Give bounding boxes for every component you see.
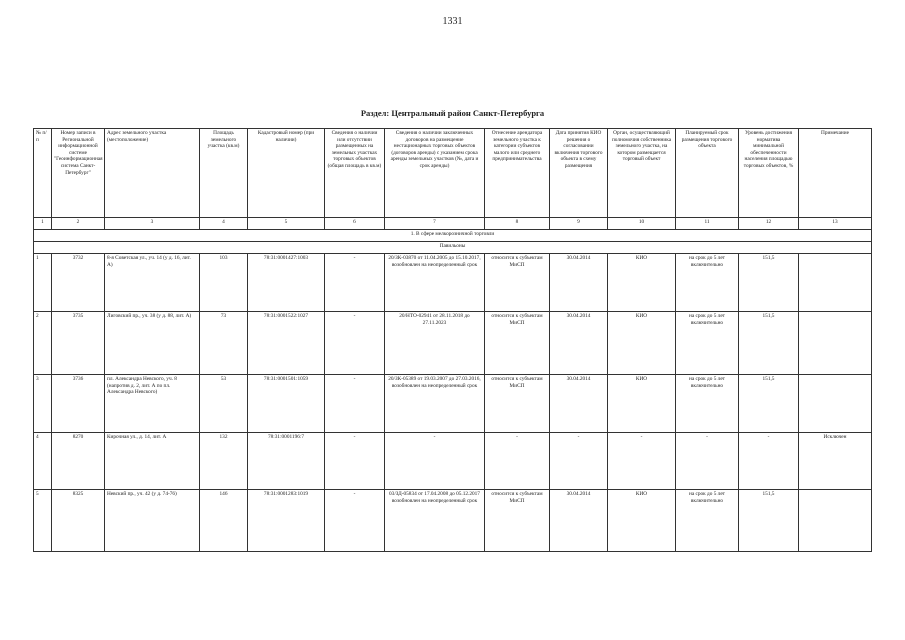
header-cell-sme: Отнесение арендатора земельного участка к категории субъектов малого или среднего предпринимательства bbox=[485, 129, 550, 218]
cell-authority: - bbox=[608, 433, 676, 490]
column-number: 8 bbox=[485, 218, 550, 230]
cell-area: 132 bbox=[200, 433, 248, 490]
cell-level: 151,5 bbox=[739, 375, 799, 433]
cell-term: на срок до 5 лет включительно bbox=[676, 375, 739, 433]
cell-date: 30.04.2014 bbox=[550, 254, 608, 312]
header-cell-number: № п/п bbox=[34, 129, 52, 218]
cell-area: 73 bbox=[200, 312, 248, 375]
column-number: 12 bbox=[739, 218, 799, 230]
cell-contracts: - bbox=[385, 433, 485, 490]
column-number: 10 bbox=[608, 218, 676, 230]
cell-note bbox=[799, 375, 872, 433]
cell-address: Невский пр., уч. 42 (у д. 74-76) bbox=[105, 490, 200, 552]
cell-date: 30.04.2014 bbox=[550, 375, 608, 433]
cell-address: 8-я Советская ул., уч. 14 (у д. 16, лит. А) bbox=[105, 254, 200, 312]
table-row bbox=[34, 375, 872, 433]
header-row bbox=[34, 129, 872, 218]
cell-term: на срок до 5 лет включительно bbox=[676, 490, 739, 552]
header-cell-date: Дата принятия КИО решения о согласовании включения торгового объекта в схему размещения bbox=[550, 129, 608, 218]
column-number: 1 bbox=[34, 218, 52, 230]
cell-address: пл. Александра Невского, уч. 8 (напротив д. 2, лит. А по пл. Александра Невского) bbox=[105, 375, 200, 433]
header-cell-cadastral: Кадастровый номер (при наличии) bbox=[248, 129, 325, 218]
cell-level: - bbox=[739, 433, 799, 490]
header-cell-level: Уровень достижения норматива минимальной обеспеченности населения площадью торговых объектов, % bbox=[739, 129, 799, 218]
cell-note bbox=[799, 254, 872, 312]
cell-sme: относится к субъектам МиСП bbox=[485, 312, 550, 375]
header-cell-address: Адрес земельного участка (местоположение) bbox=[105, 129, 200, 218]
table-row bbox=[34, 254, 872, 312]
column-number: 4 bbox=[200, 218, 248, 230]
column-number: 6 bbox=[325, 218, 385, 230]
cell-record: 3735 bbox=[52, 312, 105, 375]
cell-cadastral: 78:31:0001196:7 bbox=[248, 433, 325, 490]
category-row bbox=[34, 230, 872, 242]
cell-record: 8270 bbox=[52, 433, 105, 490]
cell-term: - bbox=[676, 433, 739, 490]
page-number: 1331 bbox=[442, 16, 463, 27]
cell-contracts: 20/ЗК-03870 от 11.04.2005 до 15.10.2017, возобновлен на неопределенный срок bbox=[385, 254, 485, 312]
cell-note: Исключен bbox=[799, 433, 872, 490]
cell-level: 151,5 bbox=[739, 490, 799, 552]
header-cell-contracts: Сведения о наличии заключенных договоров на размещение нестационарных торговых объектов (договоров аренды) с указанием срока аренды земельных участков (№, дата и срок аренды) bbox=[385, 129, 485, 218]
cell-address: Лиговский пр., уч. 38 (у д. 88, лит. А) bbox=[105, 312, 200, 375]
registry-table bbox=[33, 128, 872, 552]
cell-contracts: 03/ЗД-05834 от 17.04.2008 до 05.12.2017 возобновлен на неопределенный срок bbox=[385, 490, 485, 552]
section-title: Раздел: Центральный район Санкт-Петербурга bbox=[360, 108, 545, 118]
cell-sme: относится к субъектам МиСП bbox=[485, 490, 550, 552]
column-number: 3 bbox=[105, 218, 200, 230]
column-number: 2 bbox=[52, 218, 105, 230]
category-label: 1. В сфере мелкорозничной торговли bbox=[34, 230, 872, 242]
subcategory-label: Павильоны bbox=[34, 242, 872, 254]
cell-objects: - bbox=[325, 490, 385, 552]
table-row bbox=[34, 490, 872, 552]
cell-cadastral: 78:31:0001522:1027 bbox=[248, 312, 325, 375]
cell-level: 151,5 bbox=[739, 312, 799, 375]
column-number: 5 bbox=[248, 218, 325, 230]
cell-sme: - bbox=[485, 433, 550, 490]
cell-authority: КИО bbox=[608, 312, 676, 375]
header-cell-area: Площадь земельного участка (кв.м) bbox=[200, 129, 248, 218]
cell-contracts: 20/НТО-02941 от 28.11.2018 до 27.11.2023 bbox=[385, 312, 485, 375]
header-cell-note: Примечание bbox=[799, 129, 872, 218]
cell-note bbox=[799, 490, 872, 552]
cell-authority: КИО bbox=[608, 490, 676, 552]
header-cell-record: Номер записи в Региональной информационной системе "Геоинформационная система Санкт-Петербург" bbox=[52, 129, 105, 218]
cell-record: 3732 bbox=[52, 254, 105, 312]
cell-authority: КИО bbox=[608, 375, 676, 433]
subcategory-row bbox=[34, 242, 872, 254]
cell-area: 146 bbox=[200, 490, 248, 552]
cell-number: 2 bbox=[34, 312, 52, 375]
cell-term: на срок до 5 лет включительно bbox=[676, 312, 739, 375]
cell-cadastral: 78:31:0001283:1019 bbox=[248, 490, 325, 552]
column-number: 7 bbox=[385, 218, 485, 230]
header-cell-authority: Орган, осуществляющий полномочия собственника земельного участка, на котором размещается торговый объект bbox=[608, 129, 676, 218]
cell-area: 103 bbox=[200, 254, 248, 312]
cell-number: 5 bbox=[34, 490, 52, 552]
cell-contracts: 20/ЗК-05389 от 19.03.2007 до 27.03.2016, возобновлен на неопределенный срок bbox=[385, 375, 485, 433]
column-number: 9 bbox=[550, 218, 608, 230]
cell-level: 151,5 bbox=[739, 254, 799, 312]
cell-objects: - bbox=[325, 433, 385, 490]
cell-cadastral: 78:31:0001501:1059 bbox=[248, 375, 325, 433]
cell-record: 3736 bbox=[52, 375, 105, 433]
cell-sme: относится к субъектам МиСП bbox=[485, 254, 550, 312]
cell-number: 3 bbox=[34, 375, 52, 433]
cell-record: 8325 bbox=[52, 490, 105, 552]
cell-term: на срок до 5 лет включительно bbox=[676, 254, 739, 312]
cell-address: Кирочная ул., д. 14, лит. А bbox=[105, 433, 200, 490]
header-cell-objects: Сведения о наличии или отсутствии размещенных на земельных участках торговых объектов (общая площадь в кв.м) bbox=[325, 129, 385, 218]
cell-number: 1 bbox=[34, 254, 52, 312]
table-row bbox=[34, 433, 872, 490]
cell-sme: относится к субъектам МиСП bbox=[485, 375, 550, 433]
column-number: 13 bbox=[799, 218, 872, 230]
header-cell-term: Планируемый срок размещения торгового объекта bbox=[676, 129, 739, 218]
cell-area: 53 bbox=[200, 375, 248, 433]
cell-objects: - bbox=[325, 375, 385, 433]
cell-objects: - bbox=[325, 254, 385, 312]
cell-authority: КИО bbox=[608, 254, 676, 312]
cell-cadastral: 78:31:0001427:1003 bbox=[248, 254, 325, 312]
cell-number: 4 bbox=[34, 433, 52, 490]
cell-date: 30.04.2014 bbox=[550, 490, 608, 552]
cell-date: 30.04.2014 bbox=[550, 312, 608, 375]
cell-objects: - bbox=[325, 312, 385, 375]
column-number-row bbox=[34, 218, 872, 230]
cell-note bbox=[799, 312, 872, 375]
cell-date: - bbox=[550, 433, 608, 490]
column-number: 11 bbox=[676, 218, 739, 230]
table-row bbox=[34, 312, 872, 375]
